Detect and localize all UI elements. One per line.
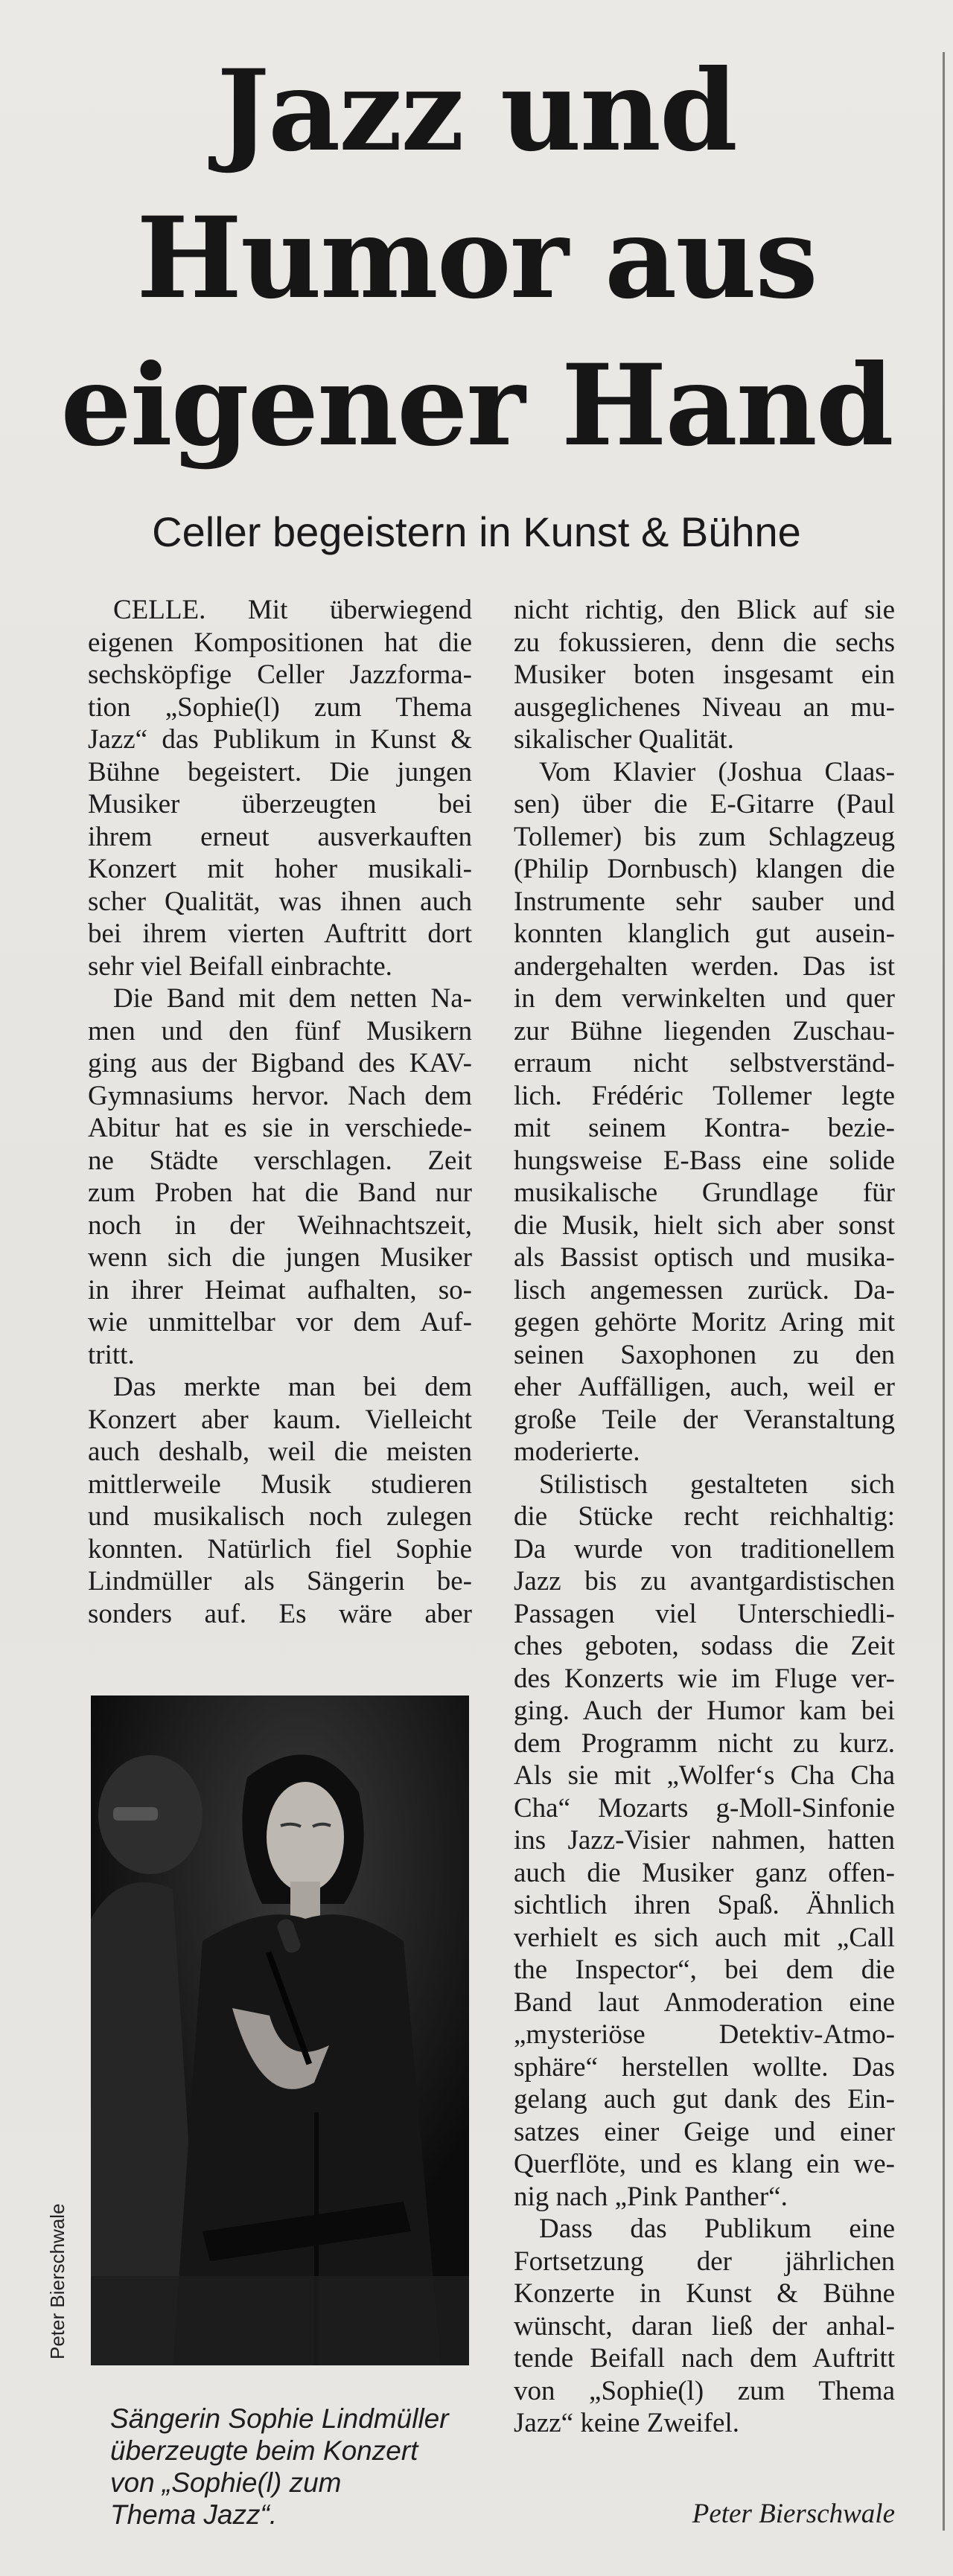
article-text-line: konnten. Natürlich fiel Sophie — [88, 1533, 472, 1565]
caption-line: von „Sophie(l) zum — [110, 2467, 342, 2498]
photo-credit: Peter Bierschwale — [46, 2203, 68, 2359]
article-text-line: tende Beifall nach dem Auftritt — [514, 2343, 895, 2374]
article-text-line: „mysteriöse Detektiv-Atmo- — [514, 2019, 895, 2050]
headline-line: eigener Hand — [60, 340, 893, 471]
article-text-line: erraum nicht selbstverständ- — [514, 1048, 895, 1078]
article-text-line: (Philip Dornbusch) klangen die — [514, 854, 895, 884]
article-text-line: Konzert mit hoher musikali- — [88, 854, 472, 884]
article-text-line: verhielt es sich auch mit „Call — [514, 1922, 895, 1953]
article-text-line: Jazz“ keine Zweifel. — [514, 2408, 740, 2438]
article-text-line: Querflöte, und es klang ein we- — [514, 2149, 895, 2179]
article-text-line: lich. Frédéric Tollemer legte — [514, 1080, 895, 1111]
photo-illustration — [91, 1696, 469, 2365]
caption-line: Sängerin Sophie Lindmüller — [110, 2403, 449, 2434]
article-text-line: sichtlich ihren Spaß. Ähnlich — [514, 1890, 895, 1920]
article-text-line: und musikalisch noch zulegen — [88, 1501, 472, 1532]
article-text-line: Die Band mit dem netten Na- — [113, 983, 472, 1014]
article-text-line: bei ihrem vierten Auftritt dort — [88, 918, 472, 949]
article-text-line: nicht richtig, den Blick auf sie — [514, 595, 895, 625]
caption-line: Thema Jazz“. — [110, 2499, 278, 2530]
article-text-line: Das merkte man bei dem — [113, 1372, 472, 1402]
article-text-line: Jazz bis zu avantgardistischen — [514, 1566, 895, 1597]
article-text-line: ihrem erneut ausverkauften — [88, 821, 472, 852]
article-text-line: seinen Saxophonen zu den — [514, 1339, 895, 1370]
article-text-line: Vom Klavier (Joshua Claas- — [539, 756, 895, 787]
article-text-line: tion „Sophie(l) zum Thema — [88, 691, 472, 723]
article-text-line: wünscht, daran ließ der anhal- — [514, 2310, 895, 2342]
article-text-line: Konzert aber kaum. Vielleicht — [88, 1404, 472, 1435]
article-text-line: Band laut Anmoderation eine — [514, 1987, 895, 2018]
article-text-line: ging. Auch der Humor kam bei — [514, 1696, 895, 1726]
article-text-line: ins Jazz-Visier nahmen, hatten — [514, 1825, 895, 1856]
author-byline: Peter Bierschwale — [692, 2499, 895, 2529]
article-text-line: sehr viel Beifall einbrachte. — [88, 950, 392, 982]
article-text-line: in dem verwinkelten und quer — [514, 983, 895, 1014]
article-text-line: Jazz“ das Publikum in Kunst & — [88, 724, 472, 755]
article-text-line: Bühne begeistert. Die jungen — [88, 756, 472, 787]
photo-singer — [91, 1696, 469, 2365]
article-text-line: Als sie mit „Wolfer‘s Cha Cha — [514, 1760, 895, 1791]
photo-caption — [110, 2403, 468, 2531]
article-column-right — [514, 594, 895, 2440]
article-text-line: auch die Musiker ganz offen- — [514, 1857, 895, 1888]
article-column-left — [88, 594, 472, 1630]
article-text-line: lisch angemessen zurück. Da- — [514, 1274, 895, 1305]
article-text-line: Fortsetzung der jährlichen — [514, 2246, 895, 2277]
caption-line: überzeugte beim Konzert — [110, 2435, 418, 2466]
article-text-line: Gymnasiums hervor. Nach dem — [88, 1080, 472, 1111]
article-text-line: hungsweise E-Bass eine solide — [514, 1145, 895, 1176]
article-text-line: moderierte. — [514, 1436, 640, 1467]
article-text-line: eigenen Kompositionen hat die — [88, 627, 472, 658]
column-rule — [943, 52, 945, 2531]
article-text-line: Abitur hat es sie in verschiede- — [88, 1113, 472, 1143]
article-text-line: sen) über die E-Gitarre (Paul — [514, 789, 895, 819]
article-text-line: gelang auch gut dank des Ein- — [514, 2084, 895, 2115]
article-text-line: scher Qualität, was ihnen auch — [88, 886, 472, 917]
headline-line: Humor aus — [136, 193, 817, 324]
article-text-line: sikalischer Qualität. — [514, 724, 734, 755]
article-text-line: eher Auffälligen, auch, weil er — [514, 1372, 895, 1402]
article-text-line: ging aus der Bigband des KAV- — [88, 1048, 472, 1078]
article-text-line: Lindmüller als Sängerin be- — [88, 1566, 472, 1597]
article-text-line: die Musik, hielt sich aber sonst — [514, 1209, 895, 1241]
article-text-line: Cha“ Mozarts g-Moll-Sinfonie — [514, 1792, 895, 1824]
article-text-line: nig nach „Pink Panther“. — [514, 2181, 788, 2212]
article-text-line: des Konzerts wie im Fluge ver- — [514, 1663, 895, 1694]
article-text-line: CELLE. Mit überwiegend — [113, 595, 472, 625]
article-text-line: Stilistisch gestalteten sich — [539, 1468, 895, 1500]
article-text-line: zu fokussieren, denn die sechs — [514, 627, 895, 658]
headline — [30, 37, 923, 479]
article-text-line: Dass das Publikum eine — [539, 2214, 895, 2244]
article-text-line: ne Städte verschlagen. Zeit — [88, 1145, 472, 1176]
article-text-line: men und den fünf Musikern — [88, 1015, 472, 1046]
article-text-line: Musiker boten insgesamt ein — [514, 659, 895, 690]
article-text-line: mittlerweile Musik studieren — [88, 1468, 472, 1500]
article-text-line: satzes einer Geige und einer — [514, 2116, 895, 2147]
article-text-line: wenn sich die jungen Musiker — [88, 1242, 472, 1273]
article-text-line: Musiker überzeugten bei — [88, 789, 472, 819]
article-text-line: Konzerte in Kunst & Bühne — [514, 2278, 895, 2309]
article-text-line: sechsköpfige Celler Jazzforma- — [88, 659, 472, 690]
article-text-line: noch in der Weihnachtszeit, — [88, 1209, 472, 1241]
article-text-line: tritt. — [88, 1339, 135, 1370]
article-text-line: als Bassist optisch und musika- — [514, 1242, 895, 1273]
article-text-line: sonders auf. Es wäre aber — [88, 1598, 472, 1629]
article-text-line: sphäre“ herstellen wollte. Das — [514, 2051, 895, 2083]
article-text-line: andergehalten werden. Das ist — [514, 950, 895, 982]
article-text-line: Passagen viel Unterschiedli- — [514, 1598, 895, 1629]
article-text-line: die Stücke recht reichhaltig: — [514, 1501, 895, 1532]
article-text-line: mit seinem Kontra- bezie- — [514, 1113, 895, 1143]
article-text-line: zum Proben hat die Band nur — [88, 1177, 472, 1208]
article-text-line: zur Bühne liegenden Zuschau- — [514, 1015, 895, 1046]
article-text-line: konnten klanglich gut ausein- — [514, 918, 895, 949]
article-text-line: the Inspector“, bei dem die — [514, 1955, 895, 1985]
article-text-line: auch deshalb, weil die meisten — [88, 1436, 472, 1467]
article-text-line: dem Programm nicht zu kurz. — [514, 1728, 895, 1759]
article-text-line: in ihrer Heimat aufhalten, so- — [88, 1274, 472, 1305]
article-text-line: gegen gehörte Moritz Aring mit — [514, 1307, 895, 1337]
article-text-line: Da wurde von traditionellem — [514, 1533, 895, 1565]
article-text-line: wie unmittelbar vor dem Auf- — [88, 1307, 472, 1337]
article-text-line: ausgeglichenes Niveau an mu- — [514, 691, 895, 723]
headline-line: Jazz und — [217, 45, 736, 176]
article-text-line: musikalische Grundlage für — [514, 1177, 895, 1208]
article-text-line: ches geboten, sodass die Zeit — [514, 1631, 895, 1661]
article-text-line: Tollemer) bis zum Schlagzeug — [514, 821, 895, 852]
article-text-line: große Teile der Veranstaltung — [514, 1404, 895, 1435]
article-text-line: von „Sophie(l) zum Thema — [514, 2375, 895, 2406]
subheadline: Celler begeistern in Kunst & Bühne — [152, 508, 801, 555]
article-text-line: Instrumente sehr sauber und — [514, 886, 895, 917]
